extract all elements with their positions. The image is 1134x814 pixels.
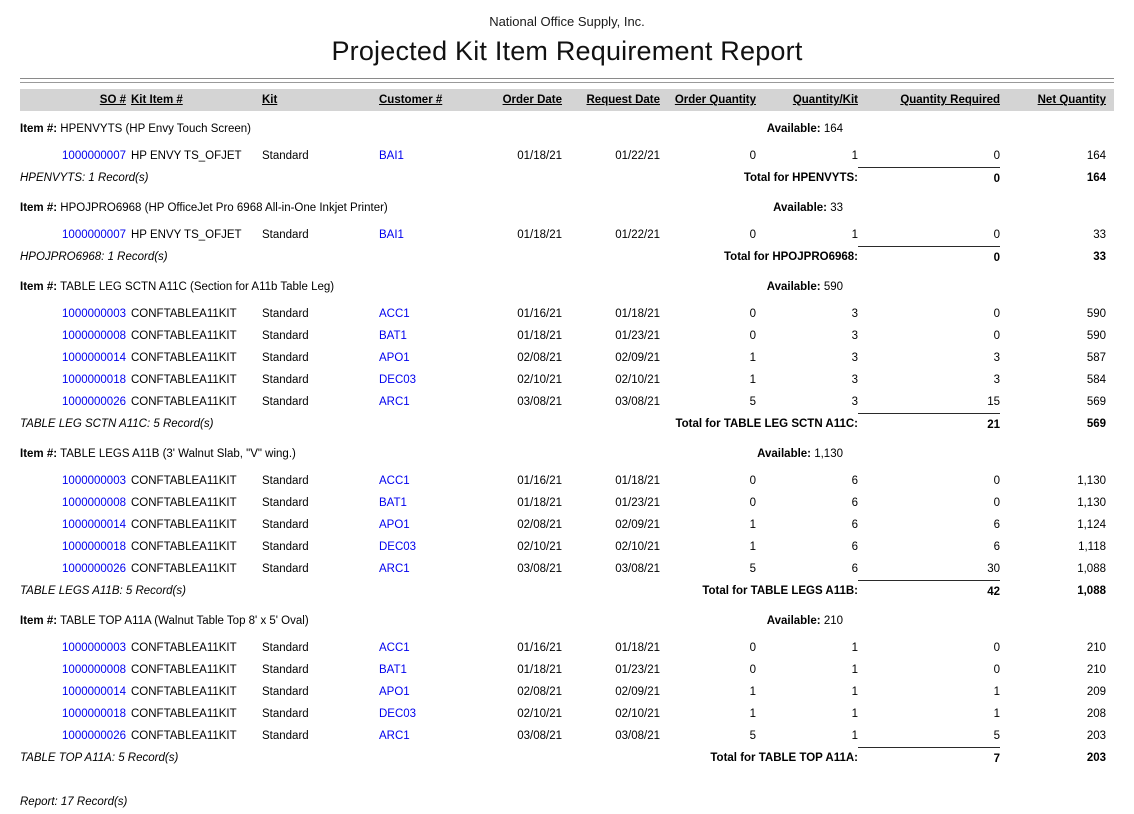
item-header bbox=[20, 277, 660, 297]
order-date-cell: 01/16/21 bbox=[517, 642, 562, 654]
total-net-quantity: 1,088 bbox=[1077, 585, 1106, 597]
quantity-required-cell: 0 bbox=[993, 664, 1000, 676]
order-quantity-cell: 0 bbox=[749, 664, 756, 676]
kit-cell: Standard bbox=[262, 708, 309, 720]
total-quantity-required: 0 bbox=[858, 246, 1000, 269]
kit-item-cell: CONFTABLEA11KIT bbox=[131, 308, 237, 320]
available-cell bbox=[660, 119, 858, 139]
quantity-required-cell: 3 bbox=[993, 374, 1000, 386]
order-date-cell: 03/08/21 bbox=[517, 563, 562, 575]
section-rows bbox=[20, 470, 1114, 580]
kit-cell: Standard bbox=[262, 664, 309, 676]
order-date-cell: 01/18/21 bbox=[517, 497, 562, 509]
kit-item-cell: CONFTABLEA11KIT bbox=[131, 475, 237, 487]
order-quantity-cell: 0 bbox=[749, 497, 756, 509]
so-number-link[interactable]: 1000000014 bbox=[62, 352, 126, 364]
quantity-per-kit-cell: 3 bbox=[851, 352, 858, 364]
column-header-request-date: Request Date bbox=[586, 94, 660, 106]
total-quantity-required: 21 bbox=[858, 413, 1000, 436]
kit-item-cell: CONFTABLEA11KIT bbox=[131, 708, 237, 720]
kit-item-cell: HP ENVY TS_OFJET bbox=[131, 229, 242, 241]
order-date-cell: 01/16/21 bbox=[517, 308, 562, 320]
kit-cell: Standard bbox=[262, 541, 309, 553]
quantity-required-cell: 0 bbox=[993, 475, 1000, 487]
order-quantity-cell: 0 bbox=[749, 308, 756, 320]
net-quantity-cell: 164 bbox=[1086, 150, 1106, 162]
total-label: Total for TABLE LEGS A11B: bbox=[702, 585, 858, 597]
kit-cell: Standard bbox=[262, 308, 309, 320]
kit-cell: Standard bbox=[262, 563, 309, 575]
table-header-row bbox=[20, 89, 1114, 111]
customer-link[interactable]: ACC1 bbox=[379, 642, 410, 654]
net-quantity-cell: 587 bbox=[1086, 352, 1106, 364]
so-number-link[interactable]: 1000000008 bbox=[62, 497, 126, 509]
available-label: Available: bbox=[766, 281, 821, 293]
customer-link[interactable]: DEC03 bbox=[379, 374, 417, 386]
order-date-cell: 03/08/21 bbox=[517, 730, 562, 742]
column-header-quantity-required: Quantity Required bbox=[900, 94, 1000, 106]
order-quantity-cell: 0 bbox=[749, 330, 756, 342]
record-count: HPOJPRO6968: 1 Record(s) bbox=[20, 251, 168, 263]
kit-item-cell: CONFTABLEA11KIT bbox=[131, 497, 237, 509]
customer-link[interactable]: APO1 bbox=[379, 519, 410, 531]
kit-item-cell: CONFTABLEA11KIT bbox=[131, 519, 237, 531]
so-number-link[interactable]: 1000000018 bbox=[62, 541, 126, 553]
item-header bbox=[20, 119, 660, 139]
net-quantity-cell: 569 bbox=[1086, 396, 1106, 408]
table-row bbox=[20, 224, 1106, 246]
request-date-cell: 03/08/21 bbox=[615, 730, 660, 742]
quantity-per-kit-cell: 6 bbox=[851, 541, 858, 553]
quantity-per-kit-cell: 1 bbox=[851, 642, 858, 654]
section-total-row bbox=[20, 246, 1106, 269]
section-total-row bbox=[20, 747, 1106, 770]
order-quantity-cell: 1 bbox=[749, 708, 756, 720]
order-date-cell: 02/10/21 bbox=[517, 541, 562, 553]
request-date-cell: 02/09/21 bbox=[615, 519, 660, 531]
so-number-link[interactable]: 1000000003 bbox=[62, 475, 126, 487]
available-value: 1,130 bbox=[814, 448, 843, 460]
column-header-kit-item: Kit Item # bbox=[131, 94, 183, 106]
record-count: HPENVYTS: 1 Record(s) bbox=[20, 172, 149, 184]
table-row bbox=[20, 303, 1106, 325]
page-title: Projected Kit Item Requirement Report bbox=[331, 36, 803, 66]
customer-link[interactable]: ARC1 bbox=[379, 396, 410, 408]
total-quantity-required: 7 bbox=[858, 747, 1000, 770]
table-row bbox=[20, 725, 1106, 747]
request-date-cell: 01/22/21 bbox=[615, 150, 660, 162]
table-row bbox=[20, 536, 1106, 558]
quantity-required-cell: 0 bbox=[993, 497, 1000, 509]
order-quantity-cell: 1 bbox=[749, 374, 756, 386]
kit-item-cell: CONFTABLEA11KIT bbox=[131, 642, 237, 654]
kit-cell: Standard bbox=[262, 352, 309, 364]
table-row bbox=[20, 470, 1106, 492]
request-date-cell: 03/08/21 bbox=[615, 396, 660, 408]
request-date-cell: 01/18/21 bbox=[615, 642, 660, 654]
quantity-required-cell: 6 bbox=[993, 519, 1000, 531]
kit-item-cell: CONFTABLEA11KIT bbox=[131, 563, 237, 575]
kit-cell: Standard bbox=[262, 519, 309, 531]
item-number-label: Item #: bbox=[20, 615, 58, 627]
request-date-cell: 01/18/21 bbox=[615, 475, 660, 487]
table-row bbox=[20, 681, 1106, 703]
kit-item-cell: CONFTABLEA11KIT bbox=[131, 330, 237, 342]
kit-item-cell: CONFTABLEA11KIT bbox=[131, 730, 237, 742]
section-rows bbox=[20, 637, 1114, 747]
request-date-cell: 01/23/21 bbox=[615, 664, 660, 676]
order-date-cell: 02/10/21 bbox=[517, 708, 562, 720]
kit-item-cell: CONFTABLEA11KIT bbox=[131, 352, 237, 364]
column-header-order-date: Order Date bbox=[502, 94, 562, 106]
quantity-required-cell: 3 bbox=[993, 352, 1000, 364]
quantity-per-kit-cell: 1 bbox=[851, 708, 858, 720]
order-date-cell: 02/08/21 bbox=[517, 519, 562, 531]
net-quantity-cell: 1,130 bbox=[1077, 475, 1106, 487]
item-header-row bbox=[20, 119, 1106, 139]
kit-cell: Standard bbox=[262, 730, 309, 742]
request-date-cell: 01/23/21 bbox=[615, 497, 660, 509]
quantity-per-kit-cell: 3 bbox=[851, 308, 858, 320]
column-header-quantity-per-kit: Quantity/Kit bbox=[792, 94, 858, 106]
kit-cell: Standard bbox=[262, 396, 309, 408]
table-row bbox=[20, 637, 1106, 659]
table-row bbox=[20, 514, 1106, 536]
order-date-cell: 02/08/21 bbox=[517, 352, 562, 364]
quantity-required-cell: 30 bbox=[987, 563, 1000, 575]
net-quantity-cell: 1,124 bbox=[1077, 519, 1106, 531]
company-name: National Office Supply, Inc. bbox=[489, 14, 645, 29]
kit-item-cell: CONFTABLEA11KIT bbox=[131, 664, 237, 676]
item-header bbox=[20, 611, 660, 631]
quantity-per-kit-cell: 1 bbox=[851, 686, 858, 698]
item-number-value: TABLE TOP A11A (Walnut Table Top 8' x 5' Oval) bbox=[60, 615, 309, 627]
quantity-per-kit-cell: 6 bbox=[851, 497, 858, 509]
order-quantity-cell: 1 bbox=[749, 352, 756, 364]
kit-cell: Standard bbox=[262, 150, 309, 162]
table-row bbox=[20, 145, 1106, 167]
order-date-cell: 01/16/21 bbox=[517, 475, 562, 487]
customer-link[interactable]: BAT1 bbox=[379, 664, 407, 676]
request-date-cell: 02/09/21 bbox=[615, 686, 660, 698]
item-header-row bbox=[20, 611, 1106, 631]
column-header-customer: Customer # bbox=[379, 94, 443, 106]
customer-link[interactable]: ARC1 bbox=[379, 730, 410, 742]
item-header bbox=[20, 444, 660, 464]
order-date-cell: 01/18/21 bbox=[517, 150, 562, 162]
so-number-link[interactable]: 1000000007 bbox=[62, 229, 126, 241]
request-date-cell: 01/22/21 bbox=[615, 229, 660, 241]
quantity-per-kit-cell: 3 bbox=[851, 396, 858, 408]
quantity-required-cell: 0 bbox=[993, 150, 1000, 162]
section-total-row bbox=[20, 167, 1106, 190]
total-net-quantity: 203 bbox=[1086, 752, 1106, 764]
item-number-label: Item #: bbox=[20, 202, 58, 214]
total-net-quantity: 33 bbox=[1093, 251, 1106, 263]
quantity-per-kit-cell: 6 bbox=[851, 563, 858, 575]
quantity-required-cell: 0 bbox=[993, 642, 1000, 654]
available-label: Available: bbox=[773, 202, 827, 214]
item-header-row bbox=[20, 277, 1106, 297]
item-number-label: Item #: bbox=[20, 448, 58, 460]
item-section bbox=[20, 198, 1114, 269]
available-label: Available: bbox=[766, 123, 821, 135]
net-quantity-cell: 1,130 bbox=[1077, 497, 1106, 509]
available-label: Available: bbox=[766, 615, 821, 627]
table-row bbox=[20, 325, 1106, 347]
record-count: TABLE LEG SCTN A11C: 5 Record(s) bbox=[20, 418, 214, 430]
section-total-row bbox=[20, 580, 1106, 603]
net-quantity-cell: 208 bbox=[1086, 708, 1106, 720]
order-date-cell: 01/18/21 bbox=[517, 664, 562, 676]
order-quantity-cell: 5 bbox=[749, 730, 756, 742]
request-date-cell: 03/08/21 bbox=[615, 563, 660, 575]
item-header bbox=[20, 198, 660, 218]
total-label: Total for TABLE TOP A11A: bbox=[710, 752, 858, 764]
so-number-link[interactable]: 1000000014 bbox=[62, 519, 126, 531]
total-net-quantity: 164 bbox=[1086, 172, 1106, 184]
net-quantity-cell: 590 bbox=[1086, 308, 1106, 320]
kit-item-cell: CONFTABLEA11KIT bbox=[131, 396, 237, 408]
kit-cell: Standard bbox=[262, 330, 309, 342]
order-quantity-cell: 1 bbox=[749, 519, 756, 531]
section-total-row bbox=[20, 413, 1106, 436]
so-number-link[interactable]: 1000000014 bbox=[62, 686, 126, 698]
table-row bbox=[20, 391, 1106, 413]
total-quantity-required: 0 bbox=[858, 167, 1000, 190]
net-quantity-cell: 203 bbox=[1086, 730, 1106, 742]
order-date-cell: 02/10/21 bbox=[517, 374, 562, 386]
quantity-required-cell: 5 bbox=[993, 730, 1000, 742]
customer-link[interactable]: ACC1 bbox=[379, 308, 410, 320]
quantity-per-kit-cell: 3 bbox=[851, 374, 858, 386]
available-cell bbox=[660, 277, 858, 297]
order-date-cell: 01/18/21 bbox=[517, 229, 562, 241]
item-section bbox=[20, 611, 1114, 770]
order-date-cell: 01/18/21 bbox=[517, 330, 562, 342]
item-header-row bbox=[20, 198, 1106, 218]
net-quantity-cell: 1,118 bbox=[1078, 541, 1106, 553]
kit-cell: Standard bbox=[262, 229, 309, 241]
available-cell bbox=[660, 198, 858, 218]
item-number-label: Item #: bbox=[20, 123, 58, 135]
order-quantity-cell: 5 bbox=[749, 563, 756, 575]
available-value: 590 bbox=[823, 281, 843, 293]
report-footer: Report: 17 Record(s) bbox=[20, 796, 128, 808]
request-date-cell: 02/10/21 bbox=[615, 374, 660, 386]
kit-cell: Standard bbox=[262, 374, 309, 386]
column-header-so-number: SO # bbox=[99, 94, 126, 106]
table-row bbox=[20, 703, 1106, 725]
so-number-link[interactable]: 1000000026 bbox=[62, 563, 126, 575]
order-quantity-cell: 1 bbox=[749, 686, 756, 698]
net-quantity-cell: 33 bbox=[1093, 229, 1106, 241]
so-number-link[interactable]: 1000000026 bbox=[62, 730, 126, 742]
column-header-order-quantity: Order Quantity bbox=[674, 94, 756, 106]
quantity-required-cell: 1 bbox=[993, 686, 1000, 698]
quantity-per-kit-cell: 1 bbox=[851, 150, 858, 162]
report-body bbox=[20, 119, 1114, 770]
so-number-link[interactable]: 1000000003 bbox=[62, 308, 126, 320]
item-header-row bbox=[20, 444, 1106, 464]
customer-link[interactable]: APO1 bbox=[379, 352, 410, 364]
quantity-required-cell: 0 bbox=[993, 229, 1000, 241]
so-number-link[interactable]: 1000000003 bbox=[62, 642, 126, 654]
order-quantity-cell: 0 bbox=[749, 150, 756, 162]
column-header-net-quantity: Net Quantity bbox=[1037, 94, 1106, 106]
record-count: TABLE LEGS A11B: 5 Record(s) bbox=[20, 585, 186, 597]
quantity-required-cell: 0 bbox=[993, 308, 1000, 320]
so-number-link[interactable]: 1000000008 bbox=[62, 330, 126, 342]
available-cell bbox=[660, 444, 858, 464]
header-rule bbox=[20, 78, 1114, 83]
request-date-cell: 01/18/21 bbox=[615, 308, 660, 320]
item-number-value: TABLE LEG SCTN A11C (Section for A11b Table Leg) bbox=[60, 281, 335, 293]
kit-cell: Standard bbox=[262, 475, 309, 487]
so-number-link[interactable]: 1000000018 bbox=[62, 374, 126, 386]
kit-cell: Standard bbox=[262, 686, 309, 698]
quantity-required-cell: 1 bbox=[993, 708, 1000, 720]
available-value: 164 bbox=[823, 123, 843, 135]
kit-item-cell: HP ENVY TS_OFJET bbox=[131, 150, 242, 162]
quantity-required-cell: 15 bbox=[987, 396, 1000, 408]
available-value: 33 bbox=[830, 202, 843, 214]
quantity-per-kit-cell: 3 bbox=[851, 330, 858, 342]
total-label: Total for TABLE LEG SCTN A11C: bbox=[675, 418, 858, 430]
customer-link[interactable]: BAT1 bbox=[379, 330, 407, 342]
section-rows bbox=[20, 145, 1114, 167]
net-quantity-cell: 210 bbox=[1086, 642, 1106, 654]
net-quantity-cell: 1,088 bbox=[1077, 563, 1106, 575]
quantity-per-kit-cell: 1 bbox=[851, 730, 858, 742]
customer-link[interactable]: BAI1 bbox=[379, 150, 404, 162]
quantity-required-cell: 6 bbox=[993, 541, 1000, 553]
item-section bbox=[20, 119, 1114, 190]
item-number-value: HPENVYTS (HP Envy Touch Screen) bbox=[60, 123, 251, 135]
kit-item-cell: CONFTABLEA11KIT bbox=[131, 541, 237, 553]
order-quantity-cell: 1 bbox=[749, 541, 756, 553]
order-quantity-cell: 0 bbox=[749, 229, 756, 241]
customer-link[interactable]: BAT1 bbox=[379, 497, 407, 509]
customer-link[interactable]: ARC1 bbox=[379, 563, 410, 575]
item-section bbox=[20, 277, 1114, 436]
net-quantity-cell: 584 bbox=[1086, 374, 1106, 386]
customer-link[interactable]: DEC03 bbox=[379, 541, 417, 553]
table-row bbox=[20, 347, 1106, 369]
net-quantity-cell: 210 bbox=[1086, 664, 1106, 676]
quantity-per-kit-cell: 6 bbox=[851, 475, 858, 487]
net-quantity-cell: 590 bbox=[1086, 330, 1106, 342]
net-quantity-cell: 209 bbox=[1086, 686, 1106, 698]
item-number-label: Item #: bbox=[20, 281, 58, 293]
kit-item-cell: CONFTABLEA11KIT bbox=[131, 374, 237, 386]
record-count: TABLE TOP A11A: 5 Record(s) bbox=[20, 752, 179, 764]
order-date-cell: 03/08/21 bbox=[517, 396, 562, 408]
customer-link[interactable]: ACC1 bbox=[379, 475, 410, 487]
total-net-quantity: 569 bbox=[1086, 418, 1106, 430]
table-row bbox=[20, 492, 1106, 514]
quantity-per-kit-cell: 6 bbox=[851, 519, 858, 531]
customer-link[interactable]: APO1 bbox=[379, 686, 410, 698]
column-header-kit: Kit bbox=[262, 94, 278, 106]
so-number-link[interactable]: 1000000007 bbox=[62, 150, 126, 162]
quantity-required-cell: 0 bbox=[993, 330, 1000, 342]
request-date-cell: 02/09/21 bbox=[615, 352, 660, 364]
request-date-cell: 02/10/21 bbox=[615, 708, 660, 720]
kit-item-cell: CONFTABLEA11KIT bbox=[131, 686, 237, 698]
customer-link[interactable]: DEC03 bbox=[379, 708, 417, 720]
total-label: Total for HPOJPRO6968: bbox=[724, 251, 858, 263]
total-quantity-required: 42 bbox=[858, 580, 1000, 603]
section-rows bbox=[20, 303, 1114, 413]
kit-cell: Standard bbox=[262, 497, 309, 509]
table-row bbox=[20, 369, 1106, 391]
order-date-cell: 02/08/21 bbox=[517, 686, 562, 698]
so-number-link[interactable]: 1000000026 bbox=[62, 396, 126, 408]
so-number-link[interactable]: 1000000018 bbox=[62, 708, 126, 720]
section-rows bbox=[20, 224, 1114, 246]
available-value: 210 bbox=[823, 615, 843, 627]
order-quantity-cell: 5 bbox=[749, 396, 756, 408]
total-label: Total for HPENVYTS: bbox=[743, 172, 858, 184]
item-number-value: TABLE LEGS A11B (3' Walnut Slab, "V" wing.) bbox=[60, 448, 296, 460]
available-cell bbox=[660, 611, 858, 631]
so-number-link[interactable]: 1000000008 bbox=[62, 664, 126, 676]
order-quantity-cell: 0 bbox=[749, 642, 756, 654]
order-quantity-cell: 0 bbox=[749, 475, 756, 487]
kit-cell: Standard bbox=[262, 642, 309, 654]
customer-link[interactable]: BAI1 bbox=[379, 229, 404, 241]
available-label: Available: bbox=[757, 448, 812, 460]
table-row bbox=[20, 558, 1106, 580]
quantity-per-kit-cell: 1 bbox=[851, 664, 858, 676]
item-number-value: HPOJPRO6968 (HP OfficeJet Pro 6968 All-in-One Inkjet Printer) bbox=[60, 202, 388, 214]
request-date-cell: 02/10/21 bbox=[615, 541, 660, 553]
item-section bbox=[20, 444, 1114, 603]
table-row bbox=[20, 659, 1106, 681]
quantity-per-kit-cell: 1 bbox=[851, 229, 858, 241]
request-date-cell: 01/23/21 bbox=[615, 330, 660, 342]
